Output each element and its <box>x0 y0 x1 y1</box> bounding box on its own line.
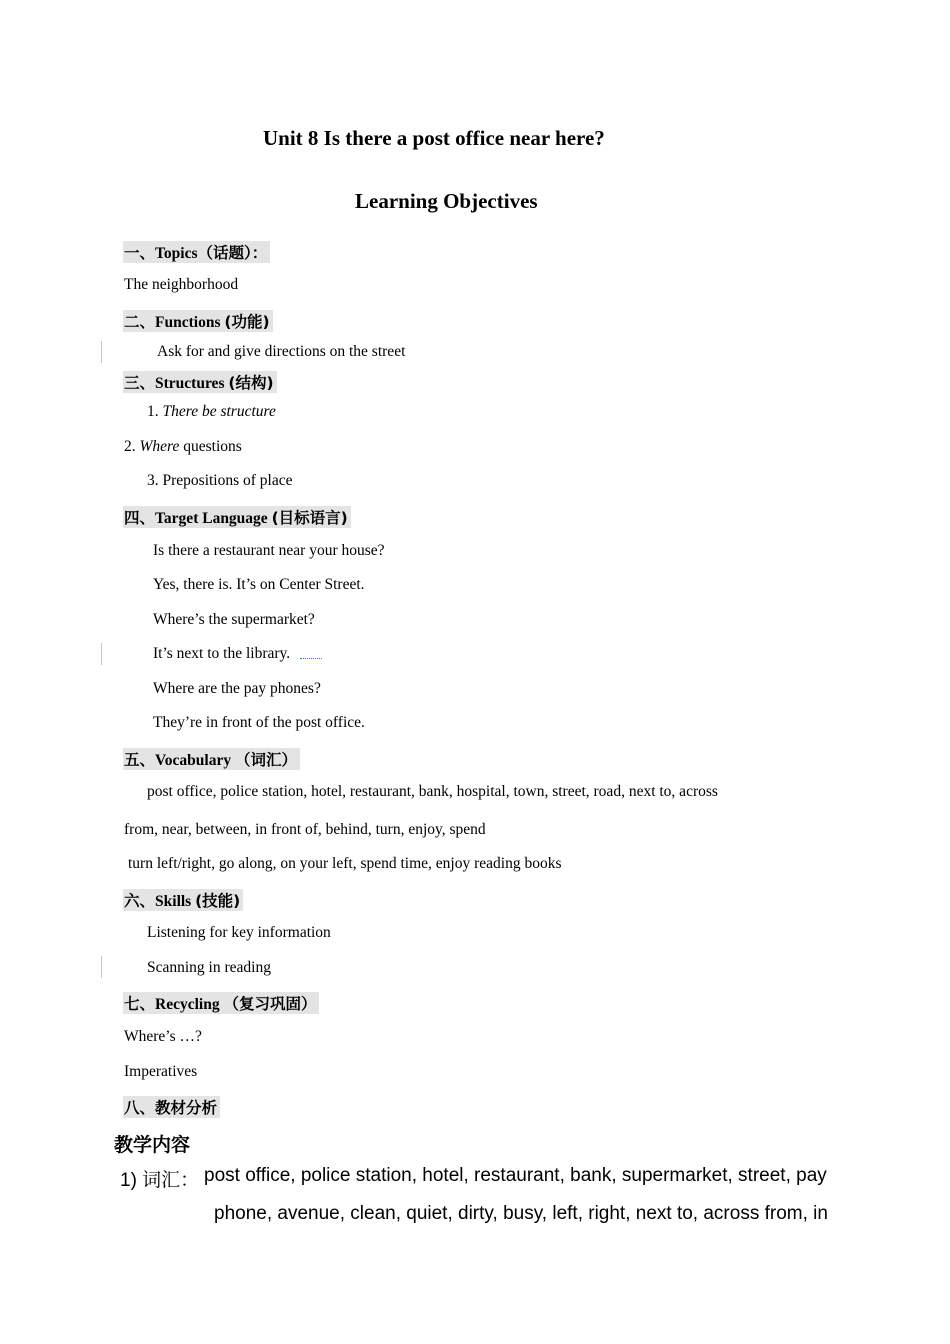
section-label: Skills <box>155 893 196 910</box>
section-label-cn: (技能) <box>195 892 241 910</box>
item-number: 2. <box>124 438 140 455</box>
section-label-cn: (目标语言) <box>271 509 348 527</box>
section-vocabulary-heading <box>123 748 300 770</box>
page-subtitle: Learning Objectives <box>355 189 538 213</box>
section-target-language-heading <box>123 506 351 528</box>
structures-item-3: 3. Prepositions of place <box>147 472 293 489</box>
section-label: Recycling <box>155 996 224 1013</box>
vocabulary-line: post office, police station, hotel, restaurant, bank, hospital, town, street, road, next to, across <box>147 783 718 800</box>
vocabulary-line: from, near, between, in front of, behind, turn, enjoy, spend <box>124 821 486 838</box>
item-emphasis: Where <box>139 438 180 455</box>
item-text: There be structure <box>162 403 276 420</box>
content-vocab-line: post office, police station, hotel, restaurant, bank, supermarket, street, pay <box>204 1165 827 1186</box>
section-analysis-heading: 八、教材分析 <box>123 1096 220 1118</box>
skills-item-part: Scanning in r <box>147 959 230 976</box>
section-label: Structures <box>155 375 229 392</box>
functions-item-part: s on the street <box>319 343 406 360</box>
section-label-cn: （复习巩固） <box>223 995 317 1013</box>
section-label: Vocabulary <box>155 752 235 769</box>
section-label-cn: （话题）： <box>197 244 268 262</box>
section-number: 三、 <box>124 374 156 392</box>
target-language-line: Where are the pay phones? <box>153 680 321 697</box>
section-number: 四、 <box>124 509 156 527</box>
revision-margin-mark <box>101 643 102 665</box>
target-language-line: Yes, there is. It’s on Center Street. <box>153 576 365 593</box>
target-language-line: They’re in front of the post office. <box>153 714 365 731</box>
skills-item-part: eading <box>229 959 271 976</box>
item-number: 1. <box>147 403 163 420</box>
target-language-line: Where’s the supermarket? <box>153 611 315 628</box>
recycling-item: Imperatives <box>124 1063 198 1080</box>
section-structures-heading <box>123 371 277 393</box>
item-text: questions <box>179 438 242 455</box>
revision-margin-mark <box>101 341 102 363</box>
section-label-cn: （词汇） <box>234 751 297 769</box>
content-vocab-label: 1) 词汇： <box>120 1170 200 1191</box>
functions-item <box>157 343 405 361</box>
edit-marker <box>300 657 322 659</box>
topics-item: The neighborhood <box>124 276 239 293</box>
revision-margin-mark <box>101 956 102 978</box>
structures-item-2 <box>124 438 242 456</box>
section-topics-heading <box>123 241 270 263</box>
vocabulary-line: turn left/right, go along, on your left, spend time, enjoy reading books <box>128 855 562 872</box>
section-number: 一、 <box>124 244 156 262</box>
target-language-line: It’s next to the library. <box>153 645 291 662</box>
recycling-item: Where’s …? <box>124 1028 202 1045</box>
section-label-cn: (功能) <box>224 313 270 331</box>
skills-item: Listening for key information <box>147 924 331 941</box>
skills-item <box>147 959 271 977</box>
section-label: Functions <box>155 314 225 331</box>
target-language-line: Is there a restaurant near your house? <box>153 542 385 559</box>
structures-item-1 <box>147 403 276 421</box>
content-vocab-line: phone, avenue, clean, quiet, dirty, busy, left, right, next to, across from, in <box>214 1203 828 1224</box>
section-functions-heading <box>123 310 273 332</box>
section-number: 二、 <box>124 313 156 331</box>
section-label: Topics <box>155 245 198 262</box>
section-label-cn: (结构) <box>228 374 274 392</box>
section-recycling-heading <box>123 992 319 1014</box>
section-label: Target Language <box>155 510 272 527</box>
page-title: Unit 8 Is there a post office near here? <box>263 126 605 150</box>
section-skills-heading <box>123 889 243 911</box>
section-number: 七、 <box>124 995 156 1013</box>
section-number: 五、 <box>124 751 156 769</box>
content-heading: 教学内容 <box>114 1135 191 1156</box>
functions-item-part: Ask for and give direction <box>157 343 320 360</box>
section-number: 六、 <box>124 892 156 910</box>
